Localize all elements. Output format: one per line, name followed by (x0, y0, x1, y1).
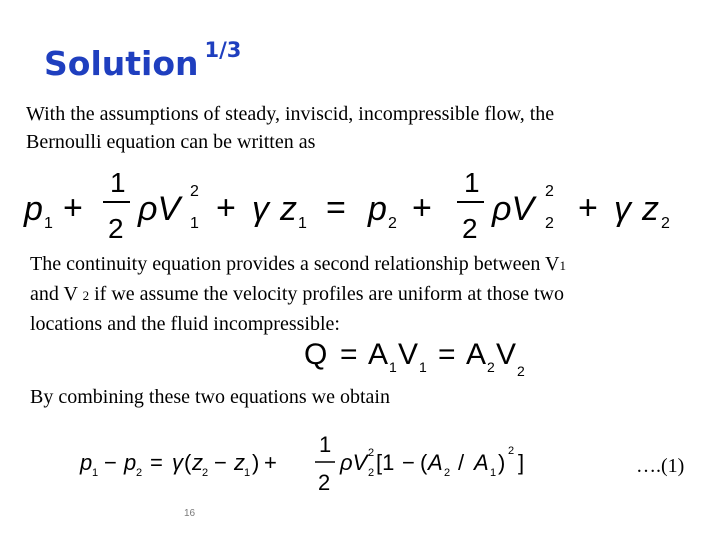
intro-paragraph (26, 100, 554, 156)
svg-text:2: 2 (661, 215, 670, 232)
svg-text:2: 2 (487, 359, 495, 375)
continuity-equation (300, 334, 560, 382)
svg-text:ρV: ρV (138, 190, 181, 228)
svg-text:=: = (326, 189, 346, 227)
svg-text:2: 2 (508, 445, 515, 457)
svg-text:2: 2 (545, 183, 554, 200)
bernoulli-equation (20, 162, 700, 246)
svg-text:1: 1 (190, 215, 199, 232)
svg-text:2: 2 (202, 467, 209, 479)
svg-text:A: A (428, 450, 443, 475)
svg-text:[1: [1 (376, 450, 395, 475)
title-fraction: 1/3 (204, 38, 242, 62)
svg-text:): ) (498, 450, 506, 475)
continuity-line-2-text-a: and V (30, 283, 78, 305)
equation-number: ….(1) (636, 455, 685, 477)
intro-line-2: Bernoulli equation can be written as (26, 131, 316, 153)
svg-text:V: V (496, 338, 517, 371)
combined-equation (78, 426, 558, 498)
svg-text:γ: γ (252, 190, 269, 228)
svg-text:1: 1 (319, 432, 332, 457)
svg-text:p: p (368, 190, 387, 228)
svg-text:=: = (150, 450, 163, 475)
svg-text:): ) (252, 450, 260, 475)
continuity-line-2-text-b: if we assume the velocity profiles are uniform at those two (94, 283, 564, 305)
continuity-line-2 (30, 280, 566, 310)
svg-text:−: − (402, 450, 415, 475)
svg-text:z: z (234, 450, 245, 475)
svg-text:1: 1 (110, 167, 126, 198)
svg-text:z: z (280, 190, 297, 228)
svg-text:p: p (24, 190, 43, 228)
svg-text:=: = (340, 338, 358, 371)
svg-text:γ: γ (614, 190, 631, 228)
svg-text:−: − (214, 450, 227, 475)
svg-text:(: ( (184, 450, 192, 475)
svg-text:(: ( (420, 450, 428, 475)
svg-text:1: 1 (244, 467, 251, 479)
svg-text:2: 2 (136, 467, 143, 479)
svg-text:2: 2 (545, 215, 554, 232)
title-text: Solution (44, 44, 199, 83)
continuity-line-1-text: The continuity equation provides a second relationship between V (30, 253, 560, 275)
svg-text:γ: γ (172, 450, 183, 475)
svg-text:V: V (398, 338, 419, 371)
svg-text:1: 1 (44, 215, 53, 232)
v1-subscript: 1 (559, 258, 566, 273)
svg-text:Q: Q (304, 338, 328, 371)
svg-text:+: + (412, 189, 432, 227)
svg-text:+: + (216, 189, 236, 227)
svg-text:1: 1 (298, 215, 307, 232)
svg-text:2: 2 (108, 213, 124, 244)
svg-text:−: − (104, 450, 117, 475)
continuity-paragraph (30, 250, 566, 338)
continuity-line-3: locations and the fluid incompressible: (30, 313, 340, 335)
combining-paragraph: By combining these two equations we obtain (30, 386, 390, 408)
svg-text:2: 2 (517, 363, 525, 379)
svg-text:1: 1 (490, 467, 497, 479)
svg-text:2: 2 (368, 467, 375, 479)
slide-title (44, 38, 242, 83)
svg-text:A: A (474, 450, 489, 475)
svg-text:z: z (642, 190, 659, 228)
svg-text:1: 1 (419, 359, 427, 375)
svg-text:+: + (63, 189, 83, 227)
svg-text:p: p (124, 450, 137, 475)
svg-text:]: ] (518, 450, 525, 475)
svg-text:1: 1 (464, 167, 480, 198)
svg-text:2: 2 (190, 183, 199, 200)
svg-text:2: 2 (444, 467, 451, 479)
svg-text:1: 1 (389, 359, 397, 375)
svg-text:2: 2 (368, 447, 375, 459)
svg-text:ρV: ρV (340, 450, 368, 475)
svg-text:ρV: ρV (492, 190, 535, 228)
page-number: 16 (184, 508, 196, 519)
svg-text:2: 2 (388, 215, 397, 232)
svg-text:A: A (368, 338, 389, 371)
svg-text:p: p (80, 450, 93, 475)
svg-text:1: 1 (92, 467, 99, 479)
svg-text:/: / (458, 450, 465, 475)
svg-text:A: A (466, 338, 487, 371)
svg-text:2: 2 (318, 470, 331, 495)
svg-text:2: 2 (462, 213, 478, 244)
svg-text:+: + (578, 189, 598, 227)
svg-text:=: = (438, 338, 456, 371)
svg-text:+: + (264, 450, 277, 475)
continuity-line-1 (30, 250, 566, 280)
svg-text:z: z (192, 450, 203, 475)
v2-subscript: 2 (82, 288, 90, 303)
intro-line-1: With the assumptions of steady, inviscid, incompressible flow, the (26, 103, 555, 125)
